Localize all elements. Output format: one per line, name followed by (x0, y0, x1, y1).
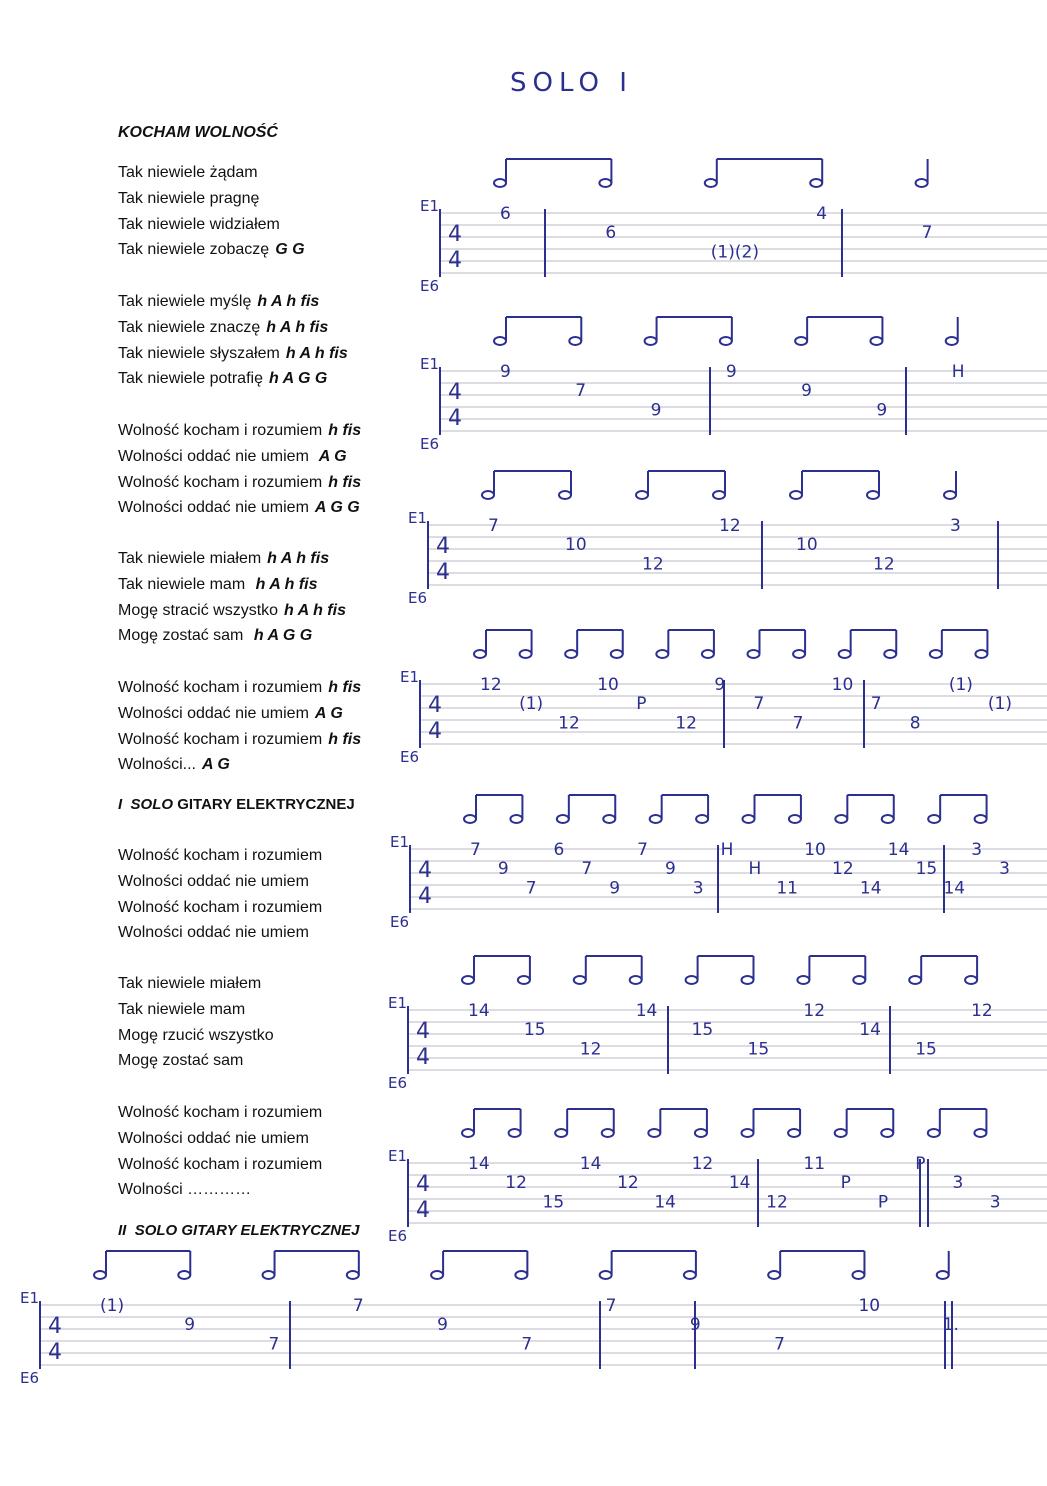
chords: h A h fis (267, 550, 330, 567)
fret-number: 12 (558, 713, 580, 734)
fret-number: 12 (719, 516, 741, 536)
note-head (494, 337, 506, 345)
chords: h fis (328, 730, 362, 748)
note-head (930, 650, 942, 658)
fret-number: 9 (876, 400, 888, 421)
fret-number: 12 (579, 1039, 602, 1060)
note-head (482, 491, 494, 499)
string-label-bottom: E6 (420, 435, 440, 453)
note-head (462, 1129, 474, 1137)
note-head (835, 1129, 847, 1137)
lyric-text: Wolności oddać nie umiem (118, 704, 309, 722)
time-signature-bottom: 4 (48, 1340, 62, 1365)
lyric-text: Tak niewiele myślę (118, 293, 252, 310)
note-head (557, 815, 569, 823)
fret-number: 12 (617, 1173, 639, 1194)
fret-number: 7 (575, 381, 587, 402)
lyric-text: Wolność kocham i rozumiem (118, 679, 323, 696)
note-head (928, 815, 940, 823)
lyric-text: Wolność kocham i rozumiem (118, 898, 323, 916)
chords: h A h fis (285, 344, 348, 362)
fret-number: 9 (801, 381, 812, 402)
string-label-bottom: E6 (390, 913, 410, 931)
fret-number: 9 (714, 675, 726, 695)
fret-number: 3 (950, 516, 961, 536)
fret-number: 14 (635, 1001, 658, 1021)
lyric-text: Wolności oddać nie umiem (118, 447, 309, 465)
time-signature-bottom: 4 (448, 406, 462, 431)
note-head (602, 1129, 614, 1137)
fret-number: 9 (437, 1315, 448, 1336)
lyric-text: Mogę zostać sam (118, 1052, 244, 1070)
note-head (853, 976, 865, 984)
fret-number: 14 (468, 1001, 490, 1021)
lyric-text: Wolność kocham i rozumiem (118, 422, 323, 439)
note-head (882, 815, 894, 823)
note-head (569, 337, 581, 345)
chords: h fis (328, 473, 362, 491)
note-head (870, 337, 882, 345)
fret-number: 15 (691, 1020, 714, 1041)
section-rest: GITARY ELEKTRYCZNEJ (177, 796, 355, 813)
fret-number: 3 (999, 859, 1010, 880)
fret-number: 7 (921, 223, 933, 244)
fret-number: 3 (952, 1173, 964, 1194)
fret-number: 12 (480, 675, 502, 695)
fret-number: 15 (915, 859, 938, 880)
lyric-text: Tak niewiele mam (118, 575, 246, 593)
fret-number: 14 (943, 878, 966, 899)
note-head (515, 1271, 527, 1279)
note-head (630, 976, 642, 984)
fret-number: 1. (942, 1315, 959, 1336)
section-numeral: I (118, 796, 123, 813)
string-label-bottom: E6 (408, 589, 428, 607)
section-rest: SOLO GITARY ELEKTRYCZNEJ (134, 1222, 360, 1239)
note-head (713, 491, 725, 499)
fret-number: 10 (597, 675, 619, 695)
fret-number: 9 (184, 1315, 196, 1336)
string-label-top: E1 (388, 1147, 408, 1165)
fret-number: 10 (831, 675, 854, 695)
note-head (720, 337, 732, 345)
time-signature-bottom: 4 (416, 1198, 430, 1223)
fret-number: 9 (664, 859, 676, 880)
note-head (975, 650, 987, 658)
fret-number: 9 (725, 362, 737, 382)
note-head (636, 491, 648, 499)
note-head (648, 1129, 660, 1137)
fret-number: 14 (859, 1020, 881, 1041)
fret-number: 15 (523, 1020, 546, 1041)
fret-number: 12 (691, 1154, 714, 1174)
note-head (555, 1129, 567, 1137)
string-label-top: E1 (390, 833, 410, 851)
fret-number: 11 (776, 878, 798, 899)
song-title: KOCHAM WOLNOŚĆ (118, 124, 278, 141)
note-head (909, 976, 921, 984)
fret-number: 3 (989, 1192, 1001, 1213)
fret-number: 3 (971, 840, 983, 860)
fret-number: 12 (873, 554, 895, 575)
note-head (852, 1271, 864, 1279)
time-signature-bottom: 4 (436, 560, 450, 585)
chords: h A h fis (257, 293, 320, 310)
fret-number: 10 (796, 535, 818, 556)
fret-number: 9 (650, 400, 662, 421)
fret-number: 15 (747, 1039, 770, 1060)
fret-number: 12 (642, 554, 664, 575)
chords: A G (314, 704, 343, 722)
lyric-text: Tak niewiele pragnę (118, 189, 260, 207)
note-head (788, 1129, 800, 1137)
note-head (789, 815, 801, 823)
chords: h fis (328, 422, 362, 439)
section-numeral: II (118, 1222, 127, 1239)
fret-number: 14 (654, 1192, 676, 1213)
note-head (916, 179, 928, 187)
lyric-text: Mogę zostać sam (118, 627, 244, 645)
note-head (867, 491, 879, 499)
note-head (884, 650, 896, 658)
note-head (510, 815, 522, 823)
string-label-top: E1 (20, 1289, 40, 1307)
lyric-text: Wolności oddać nie umiem (118, 1129, 309, 1147)
fret-number: H (720, 840, 734, 860)
note-head (696, 815, 708, 823)
fret-number: P (840, 1173, 851, 1194)
time-signature-top: 4 (448, 380, 462, 405)
fret-number: 12 (832, 859, 854, 880)
note-head (881, 1129, 893, 1137)
fret-number: 7 (470, 840, 481, 860)
lyric-text: Tak niewiele słyszałem (118, 344, 280, 362)
lyric-text: Tak niewiele mam (118, 1000, 246, 1018)
string-label-top: E1 (400, 668, 420, 686)
note-head (965, 976, 977, 984)
note-head (599, 179, 611, 187)
fret-number: 14 (859, 878, 882, 899)
note-head (705, 179, 717, 187)
lyric-text: Tak niewiele żądam (118, 164, 258, 181)
fret-number: P (915, 1154, 926, 1174)
lyric-text: Wolności... (118, 756, 196, 774)
note-head (974, 1129, 986, 1137)
section-solo-word: SOLO (130, 796, 174, 813)
fret-number: 7 (774, 1334, 786, 1355)
lyric-text: Mogę stracić wszystko (118, 601, 279, 619)
fret-number: 15 (542, 1192, 565, 1213)
string-label-top: E1 (420, 197, 440, 215)
fret-number: 7 (792, 713, 804, 734)
note-head (474, 650, 486, 658)
note-head (494, 179, 506, 187)
note-head (686, 976, 698, 984)
fret-number: 14 (887, 840, 910, 860)
string-label-top: E1 (420, 355, 440, 373)
chords: G G (275, 241, 305, 259)
fret-number: 15 (915, 1039, 937, 1060)
note-head (462, 976, 474, 984)
fret-number: 7 (870, 694, 882, 715)
note-head (937, 1271, 949, 1279)
time-signature-bottom: 4 (448, 248, 462, 273)
note-head (94, 1271, 106, 1279)
note-head (263, 1271, 275, 1279)
note-head (178, 1271, 190, 1279)
lyric-text: Tak niewiele widziałem (118, 215, 280, 233)
string-label-bottom: E6 (388, 1074, 408, 1092)
fret-number: 7 (581, 859, 593, 880)
fret-number: 6 (553, 840, 565, 860)
time-signature-bottom: 4 (418, 884, 432, 909)
fret-number: 12 (971, 1001, 993, 1021)
fret-number: 10 (565, 535, 587, 556)
lyric-text: Tak niewiele potrafię (118, 370, 263, 388)
note-head (518, 976, 530, 984)
fret-number: 12 (766, 1192, 788, 1213)
note-head (795, 337, 807, 345)
note-head (768, 1271, 780, 1279)
note-head (793, 650, 805, 658)
fret-number: 3 (692, 878, 704, 899)
note-head (464, 815, 476, 823)
note-head (975, 815, 987, 823)
lyric-text: Wolność kocham i rozumiem (118, 1104, 323, 1121)
fret-number: 10 (858, 1296, 881, 1316)
fret-number: 10 (804, 840, 826, 860)
fret-number: 14 (468, 1154, 490, 1174)
note-head (559, 491, 571, 499)
fret-number: 11 (803, 1154, 826, 1174)
note-head (509, 1129, 521, 1137)
fret-number: 7 (352, 1296, 364, 1316)
time-signature-top: 4 (428, 693, 442, 718)
fret-number: 7 (525, 878, 537, 899)
fret-number: 12 (803, 1001, 826, 1021)
note-head (810, 179, 822, 187)
string-label-bottom: E6 (388, 1227, 408, 1245)
chords: A G G (314, 499, 360, 517)
note-head (797, 976, 809, 984)
note-head (645, 337, 657, 345)
fret-number: 7 (521, 1334, 533, 1355)
note-head (656, 650, 668, 658)
note-head (946, 337, 958, 345)
lyric-text: Mogę rzucić wszystko (118, 1026, 274, 1044)
lyric-text: Wolności oddać nie umiem (118, 924, 309, 942)
note-head (702, 650, 714, 658)
lyric-text: Wolności ………… (118, 1181, 252, 1199)
fret-number: (1) (987, 694, 1013, 715)
note-head (565, 650, 577, 658)
fret-number: 7 (637, 840, 648, 860)
fret-number: 9 (500, 362, 511, 382)
fret-number: 8 (909, 713, 921, 734)
fret-number: 9 (609, 878, 621, 899)
string-label-top: E1 (408, 509, 428, 527)
time-signature-top: 4 (416, 1019, 430, 1044)
note-head (839, 650, 851, 658)
note-head (431, 1271, 443, 1279)
chords: h A h fis (251, 575, 318, 593)
note-head (695, 1129, 707, 1137)
note-head (347, 1271, 359, 1279)
note-head (742, 976, 754, 984)
lyric-text: Tak niewiele zobaczę (118, 241, 270, 259)
chords: A G (201, 756, 230, 774)
chords: h A h fis (266, 318, 329, 336)
fret-number: 9 (689, 1315, 701, 1336)
fret-number: 6 (500, 204, 511, 224)
chords: h A G G (268, 370, 328, 388)
note-head (743, 815, 755, 823)
lyric-text: Tak niewiele miałem (118, 975, 262, 992)
fret-number: 4 (816, 204, 828, 224)
note-head (742, 1129, 754, 1137)
chords: h A G G (249, 627, 313, 645)
lyric-text: Tak niewiele znaczę (118, 318, 261, 336)
note-head (600, 1271, 612, 1279)
string-label-bottom: E6 (420, 277, 440, 295)
note-head (603, 815, 615, 823)
note-head (944, 491, 956, 499)
fret-number: P (636, 694, 647, 715)
note-head (574, 976, 586, 984)
fret-number: 7 (753, 694, 765, 715)
note-head (790, 491, 802, 499)
time-signature-top: 4 (416, 1172, 430, 1197)
chords: A G (314, 447, 347, 465)
time-signature-bottom: 4 (428, 719, 442, 744)
lyric-text: Wolność kocham i rozumiem (118, 730, 323, 748)
fret-number: 12 (675, 713, 697, 734)
note-head (835, 815, 847, 823)
fret-number: 7 (488, 516, 499, 536)
fret-number: 14 (728, 1173, 751, 1194)
lyric-text: Wolności oddać nie umiem (118, 499, 309, 517)
string-label-top: E1 (388, 994, 408, 1012)
chords: h fis (328, 679, 362, 696)
fret-number: 7 (268, 1334, 280, 1355)
fret-number: 7 (605, 1296, 617, 1316)
fret-number: P (877, 1192, 889, 1213)
chords: h A h fis (284, 601, 346, 619)
fret-number: (1) (100, 1296, 125, 1316)
time-signature-top: 4 (436, 534, 450, 559)
fret-number: H (951, 362, 965, 382)
note-head (684, 1271, 696, 1279)
fret-number: 12 (505, 1173, 527, 1194)
lyric-text: Wolność kocham i rozumiem (118, 1155, 323, 1173)
fret-number: H (748, 859, 762, 880)
lyric-text: Wolność kocham i rozumiem (118, 473, 323, 491)
note-head (520, 650, 532, 658)
fret-number: (1) (948, 675, 973, 695)
solo-title: SOLO I (510, 68, 633, 98)
time-signature-bottom: 4 (416, 1045, 430, 1070)
lyric-text: Tak niewiele miałem (118, 550, 262, 567)
time-signature-top: 4 (418, 858, 432, 883)
note-head (611, 650, 623, 658)
string-label-bottom: E6 (400, 748, 420, 766)
fret-number: (1)(2) (710, 242, 759, 263)
note-head (928, 1129, 940, 1137)
fret-number: 6 (605, 223, 617, 244)
lyric-text: Wolność kocham i rozumiem (118, 847, 323, 864)
time-signature-top: 4 (448, 222, 462, 247)
note-head (748, 650, 760, 658)
fret-number: 9 (497, 859, 509, 880)
time-signature-top: 4 (48, 1314, 62, 1339)
fret-number: 14 (579, 1154, 602, 1174)
note-head (650, 815, 662, 823)
fret-number: (1) (519, 694, 544, 715)
lyric-text: Wolności oddać nie umiem (118, 872, 309, 890)
string-label-bottom: E6 (20, 1369, 40, 1387)
